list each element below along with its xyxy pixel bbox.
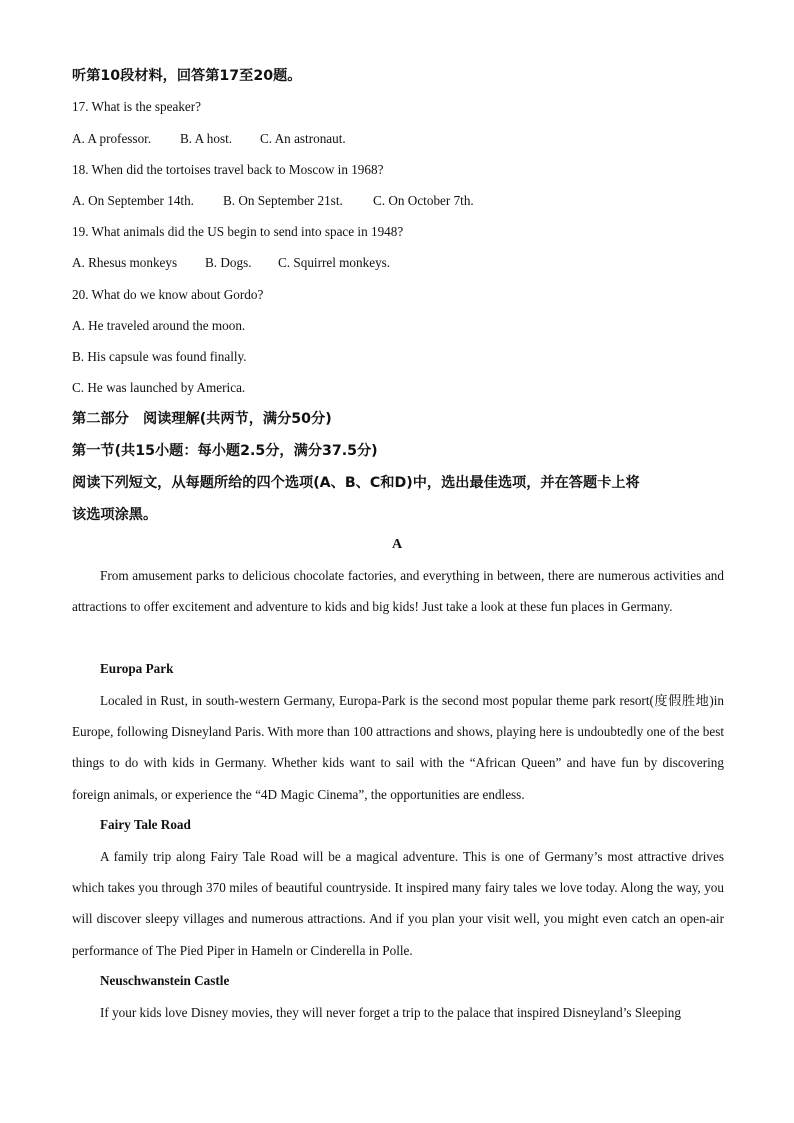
option-b: B. On September 21st. — [223, 193, 343, 208]
question-20-option-a: A. He traveled around the moon. — [72, 318, 246, 333]
passage-label: A — [391, 537, 403, 552]
question-17-options — [72, 129, 732, 149]
option-c: C. Squirrel monkeys. — [278, 255, 391, 270]
heading-europa-park: Europa Park — [100, 661, 174, 676]
part2-title: 第二部分 阅读理解(共两节，满分50分) — [72, 411, 332, 427]
question-19: 19. What animals did the US begin to send into space in 1948? — [72, 224, 404, 239]
heading-neuschwanstein-castle: Neuschwanstein Castle — [100, 973, 230, 988]
question-18-options — [72, 191, 732, 211]
question-20: 20. What do we know about Gordo? — [72, 287, 264, 302]
instruction-line-1: 阅读下列短文，从每题所给的四个选项(A、B、C和D)中，选出最佳选项，并在答题卡上将 — [72, 475, 640, 491]
question-19-options — [72, 253, 732, 273]
option-b: B. A host. — [180, 131, 233, 146]
listening-section-intro: 听第10段材料，回答第17至20题。 — [72, 68, 302, 84]
instruction-line-2: 该选项涂黑。 — [72, 507, 158, 523]
option-b: B. Dogs. — [205, 255, 252, 270]
fairy-tale-road-text: A family trip along Fairy Tale Road will be a magical adventure. This is one of Germany’s most attractive drives which takes you through 370 miles of beautiful countryside. It inspired many fairy tales we love today. Along the way, you will discover sleepy villages and numerous attractions. And if you plan your visit well, you might even catch an open-air performance of The Pied Piper in Hameln or Cinderella in Polle. — [72, 849, 724, 958]
option-a: A. Rhesus monkeys — [72, 255, 178, 270]
question-18: 18. When did the tortoises travel back to Moscow in 1968? — [72, 162, 384, 177]
option-c: C. An astronaut. — [260, 131, 346, 146]
option-a: A. On September 14th. — [72, 193, 194, 208]
europa-park-text: Localed in Rust, in south-western Germany, Europa-Park is the second most popular theme park resort(度假胜地)in Europe, following Disneyland Paris. With more than 100 attractions and shows, playing here is undoubtedly one of the best things to do with kids in Germany. Whether kids want to sail with the “African Queen” and have fun by discovering foreign animals, or experience the “4D Magic Cinema”, the opportunities are endless. — [72, 693, 724, 802]
passage-intro: From amusement parks to delicious chocolate factories, and everything in between, there are numerous activities and attractions to offer excitement and adventure to kids and big kids! Just take a look at these fun places in Germany. — [72, 568, 724, 615]
option-c: C. On October 7th. — [373, 193, 474, 208]
section1-title: 第一节(共15小题：每小题2.5分，满分37.5分) — [72, 443, 378, 459]
question-20-option-c: C. He was launched by America. — [72, 380, 246, 395]
question-20-option-b: B. His capsule was found finally. — [72, 349, 247, 364]
question-17: 17. What is the speaker? — [72, 99, 202, 114]
neuschwanstein-castle-text: If your kids love Disney movies, they will never forget a trip to the palace that inspired Disneyland’s Sleeping — [100, 1005, 681, 1020]
option-a: A. A professor. — [72, 131, 152, 146]
heading-fairy-tale-road: Fairy Tale Road — [100, 817, 191, 832]
